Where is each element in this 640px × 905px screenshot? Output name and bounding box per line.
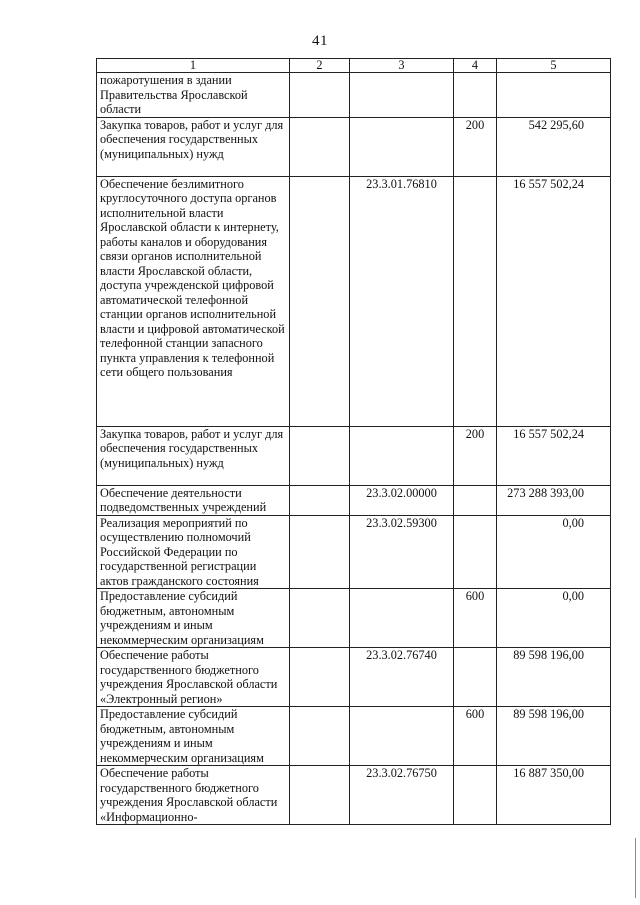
table-row	[97, 485, 611, 515]
row-name: Закупка товаров, работ и услуг для обеспечения государственных (муниципальных) нужд	[97, 117, 290, 176]
row-amount: 273 288 393,00	[497, 485, 611, 515]
table-row	[97, 426, 611, 485]
row-name: Обеспечение безлимитного круглосуточного доступа органов исполнительной власти Ярославской области к интернету, работы каналов и оборудования связи органов исполнительной власти Ярославской области, доступа учрежденской цифровой автоматической телефонной станции органов исполнительной власти и цифровой автоматической телефонной станции запасного пункта управления к телефонной сети общего пользования	[97, 176, 290, 426]
row-code: 23.3.02.76750	[350, 766, 454, 825]
row-amount: 16 557 502,24	[497, 426, 611, 485]
row-type	[454, 176, 497, 426]
row-col2	[290, 515, 350, 589]
table-row	[97, 707, 611, 766]
row-amount: 542 295,60	[497, 117, 611, 176]
page-number: 41	[312, 33, 328, 49]
table-row	[97, 766, 611, 825]
row-amount: 89 598 196,00	[497, 707, 611, 766]
row-col2	[290, 117, 350, 176]
row-type: 600	[454, 589, 497, 648]
row-col2	[290, 176, 350, 426]
table-row	[97, 648, 611, 707]
row-code	[350, 117, 454, 176]
row-amount: 16 887 350,00	[497, 766, 611, 825]
row-name: Обеспечение работы государственного бюджетного учреждения Ярославской области «Электронный регион»	[97, 648, 290, 707]
row-code	[350, 426, 454, 485]
row-code: 23.3.02.59300	[350, 515, 454, 589]
table-header	[97, 59, 611, 73]
row-name: пожаротушения в здании Правительства Ярославской области	[97, 73, 290, 118]
row-name: Предоставление субсидий бюджетным, автономным учреждениям и иным некоммерческим организациям	[97, 707, 290, 766]
row-code: 23.3.02.76740	[350, 648, 454, 707]
table-row	[97, 515, 611, 589]
row-col2	[290, 73, 350, 118]
row-col2	[290, 648, 350, 707]
header-col-1: 1	[97, 59, 290, 73]
row-type: 600	[454, 707, 497, 766]
header-col-2: 2	[290, 59, 350, 73]
row-type: 200	[454, 117, 497, 176]
row-amount: 89 598 196,00	[497, 648, 611, 707]
row-amount: 0,00	[497, 515, 611, 589]
table-row	[97, 176, 611, 426]
row-name: Закупка товаров, работ и услуг для обеспечения государственных (муниципальных) нужд	[97, 426, 290, 485]
row-col2	[290, 589, 350, 648]
row-type: 200	[454, 426, 497, 485]
row-type	[454, 485, 497, 515]
header-row	[97, 59, 611, 73]
row-type	[454, 766, 497, 825]
row-type	[454, 73, 497, 118]
header-col-4: 4	[454, 59, 497, 73]
budget-table	[96, 58, 611, 825]
table-row	[97, 589, 611, 648]
row-name: Обеспечение работы государственного бюджетного учреждения Ярославской области «Информационно-	[97, 766, 290, 825]
row-name: Обеспечение деятельности подведомственных учреждений	[97, 485, 290, 515]
binder-edge-mark	[635, 838, 636, 898]
row-code: 23.3.01.76810	[350, 176, 454, 426]
row-name: Предоставление субсидий бюджетным, автономным учреждениям и иным некоммерческим организациям	[97, 589, 290, 648]
row-name: Реализация мероприятий по осуществлению полномочий Российской Федерации по государственной регистрации актов гражданского состояния	[97, 515, 290, 589]
row-amount	[497, 73, 611, 118]
row-type	[454, 648, 497, 707]
row-code	[350, 707, 454, 766]
row-col2	[290, 485, 350, 515]
row-col2	[290, 766, 350, 825]
row-col2	[290, 426, 350, 485]
table-body	[97, 73, 611, 825]
row-code	[350, 73, 454, 118]
header-col-3: 3	[350, 59, 454, 73]
row-code	[350, 589, 454, 648]
table-row	[97, 73, 611, 118]
row-code: 23.3.02.00000	[350, 485, 454, 515]
table-row	[97, 117, 611, 176]
row-amount: 16 557 502,24	[497, 176, 611, 426]
header-col-5: 5	[497, 59, 611, 73]
row-col2	[290, 707, 350, 766]
row-type	[454, 515, 497, 589]
row-amount: 0,00	[497, 589, 611, 648]
